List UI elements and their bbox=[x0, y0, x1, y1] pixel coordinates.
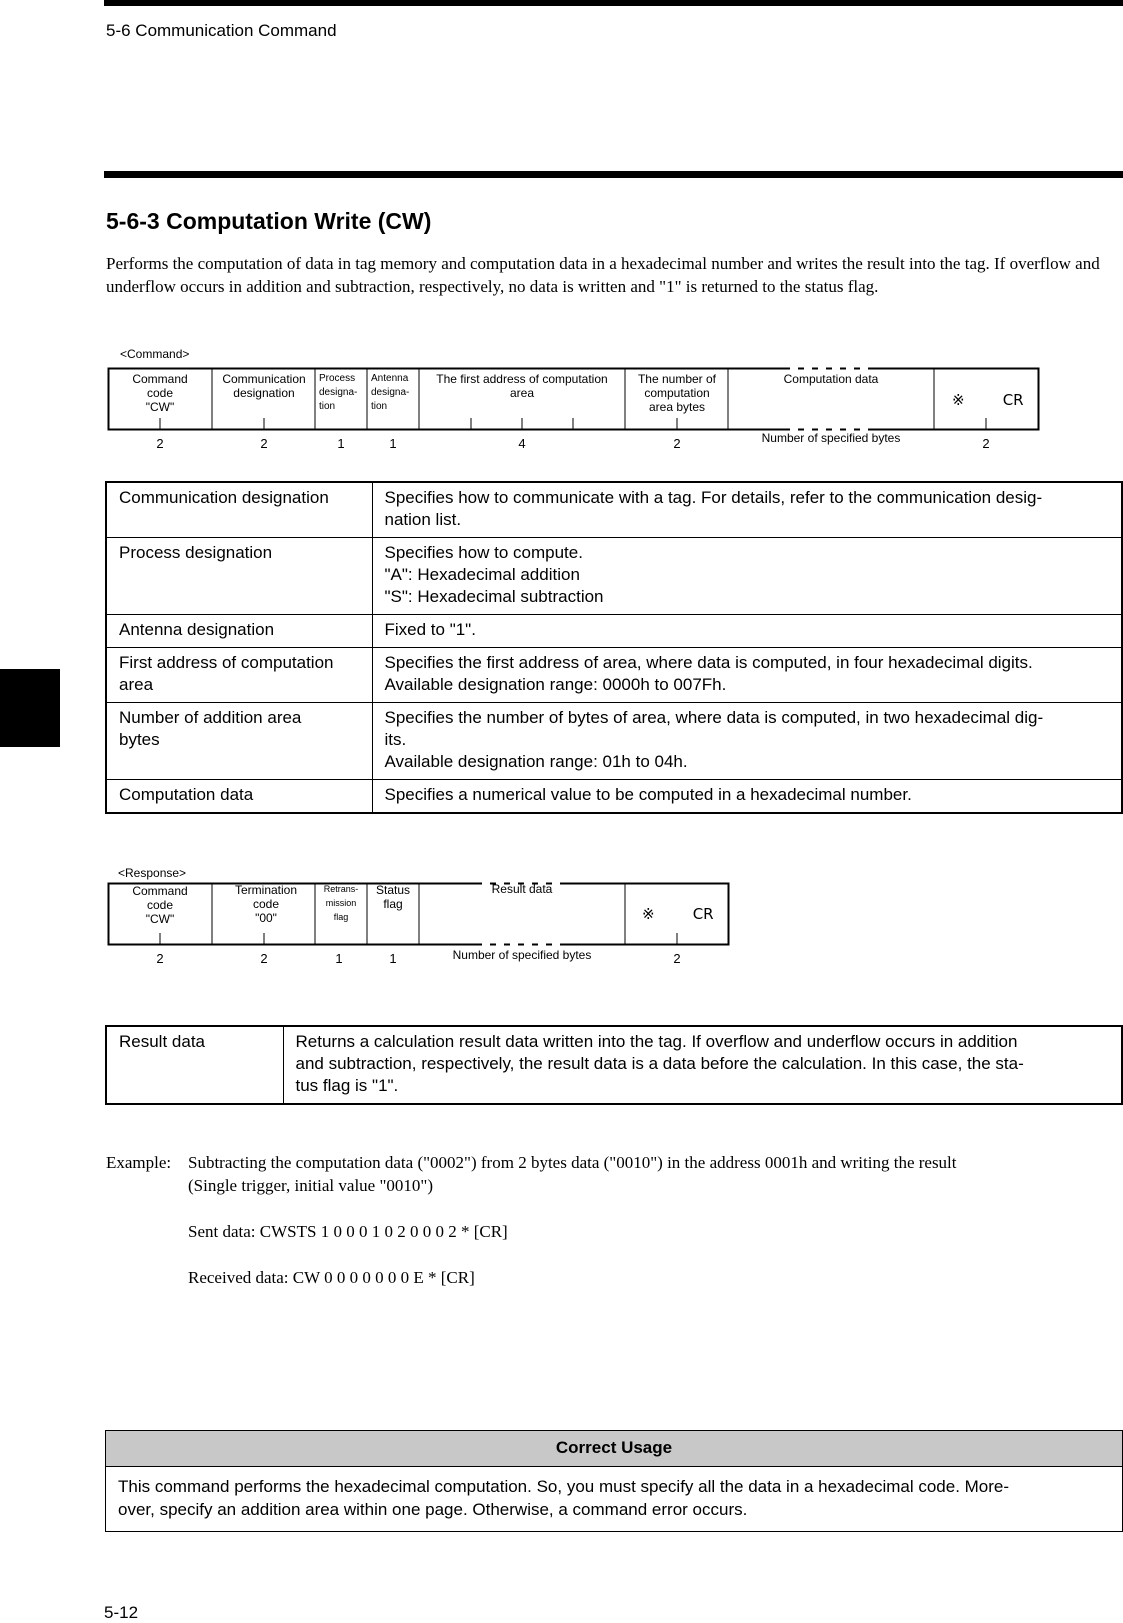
response-command-code-field: Command code "CW" bbox=[132, 884, 188, 926]
size-label: 1 bbox=[389, 951, 397, 966]
intro-paragraph: Performs the computation of data in tag memory and computation data in a hexadecimal number and writes the result into the tag. If overflow and underflow occurs in addition and subtraction, respectively, no data is written and "1" is returned to the status flag. bbox=[106, 254, 1100, 296]
number-of-bytes-field: The number of computation area bytes bbox=[637, 372, 717, 414]
response-parameter-table bbox=[105, 1025, 1123, 1105]
section-title: 5-6-3 Computation Write (CW) bbox=[106, 208, 432, 234]
terminator-field: ※ CR bbox=[952, 391, 1024, 409]
example-line-2: (Single trigger, initial value "0010") bbox=[188, 1176, 434, 1195]
example-received-data: Received data: CW 0 0 0 0 0 0 0 E * [CR] bbox=[188, 1268, 475, 1287]
process-designation-field: Process designa- tion bbox=[319, 373, 358, 412]
size-label: 2 bbox=[673, 951, 681, 966]
response-specified-bytes-note: Number of specified bytes bbox=[452, 948, 592, 962]
response-diagram-label: <Response> bbox=[118, 866, 187, 880]
table-row bbox=[106, 703, 1122, 780]
param-desc: Specifies the number of bytes of area, where data is computed, in two hexadecimal dig- its. Available designation range: 01h to 04h. bbox=[372, 703, 1122, 780]
param-term: First address of computation area bbox=[106, 648, 372, 703]
param-desc: Specifies how to compute. "A": Hexadecimal addition "S": Hexadecimal subtraction bbox=[372, 538, 1122, 615]
table-row bbox=[106, 615, 1122, 648]
command-parameter-table bbox=[105, 481, 1123, 814]
table-row bbox=[106, 538, 1122, 615]
param-desc: Specifies a numerical value to be computed in a hexadecimal number. bbox=[372, 780, 1122, 814]
command-diagram-label: <Command> bbox=[120, 347, 190, 361]
specified-bytes-note: Number of specified bytes bbox=[761, 431, 901, 445]
running-header: 5-6 Communication Command bbox=[106, 21, 337, 40]
size-label: 2 bbox=[982, 436, 990, 451]
example-line-1: Subtracting the computation data ("0002") from 2 bytes data ("0010") in the address 0001h and writing the result bbox=[188, 1153, 957, 1172]
size-label: 1 bbox=[389, 436, 397, 451]
size-label: 1 bbox=[335, 951, 343, 966]
retransmission-flag-field: Retrans- mission flag bbox=[323, 884, 359, 922]
param-desc: Fixed to "1". bbox=[372, 615, 1122, 648]
param-desc: Specifies how to communicate with a tag. For details, refer to the communication desig- nation list. bbox=[372, 482, 1122, 538]
size-label: 4 bbox=[518, 436, 526, 451]
size-label: 1 bbox=[337, 436, 345, 451]
table-row bbox=[106, 1026, 1122, 1104]
computation-data-field: Computation data bbox=[783, 372, 879, 386]
table-row bbox=[106, 780, 1122, 814]
antenna-designation-field: Antenna designa- tion bbox=[371, 373, 410, 412]
param-term: Process designation bbox=[106, 538, 372, 615]
termination-code-field: Termination code "00" bbox=[234, 883, 298, 925]
size-label: 2 bbox=[156, 951, 164, 966]
param-term: Computation data bbox=[106, 780, 372, 814]
correct-usage-box bbox=[105, 1430, 1123, 1532]
correct-usage-body: This command performs the hexadecimal computation. So, you must specify all the data in a hexadecimal code. More- over, specify an addition area within one page. Otherwise, a command error occurs. bbox=[118, 1477, 1010, 1519]
size-label: 2 bbox=[260, 951, 268, 966]
correct-usage-title: Correct Usage bbox=[106, 1431, 1122, 1467]
param-term: Communication designation bbox=[106, 482, 372, 538]
response-terminator-field: ※ CR bbox=[642, 905, 714, 923]
size-label: 2 bbox=[156, 436, 164, 451]
first-address-field: The first address of computation area bbox=[436, 372, 608, 400]
page-number: 5-12 bbox=[104, 1603, 139, 1622]
param-desc: Specifies the first address of area, where data is computed, in four hexadecimal digits. Available designation range: 0000h to 007Fh. bbox=[372, 648, 1122, 703]
table-row bbox=[106, 482, 1122, 538]
table-row bbox=[106, 648, 1122, 703]
size-label: 2 bbox=[260, 436, 268, 451]
example-label: Example: bbox=[106, 1153, 172, 1172]
result-data-field: Result data bbox=[491, 882, 553, 896]
communication-designation-field: Communication designation bbox=[222, 372, 306, 400]
param-term: Result data bbox=[106, 1026, 283, 1104]
size-label: 2 bbox=[673, 436, 681, 451]
command-code-field: Command code "CW" bbox=[132, 372, 188, 414]
param-desc: Returns a calculation result data written into the tag. If overflow and underflow occurs in addition and subtraction, respectively, the result data is a data before the calculation. In this case, the sta- tus flag is "1". bbox=[283, 1026, 1122, 1104]
example-sent-data: Sent data: CWSTS 1 0 0 0 1 0 2 0 0 0 2 * [CR] bbox=[188, 1222, 508, 1241]
param-term: Number of addition area bytes bbox=[106, 703, 372, 780]
param-term: Antenna designation bbox=[106, 615, 372, 648]
status-flag-field: Status flag bbox=[375, 883, 411, 911]
